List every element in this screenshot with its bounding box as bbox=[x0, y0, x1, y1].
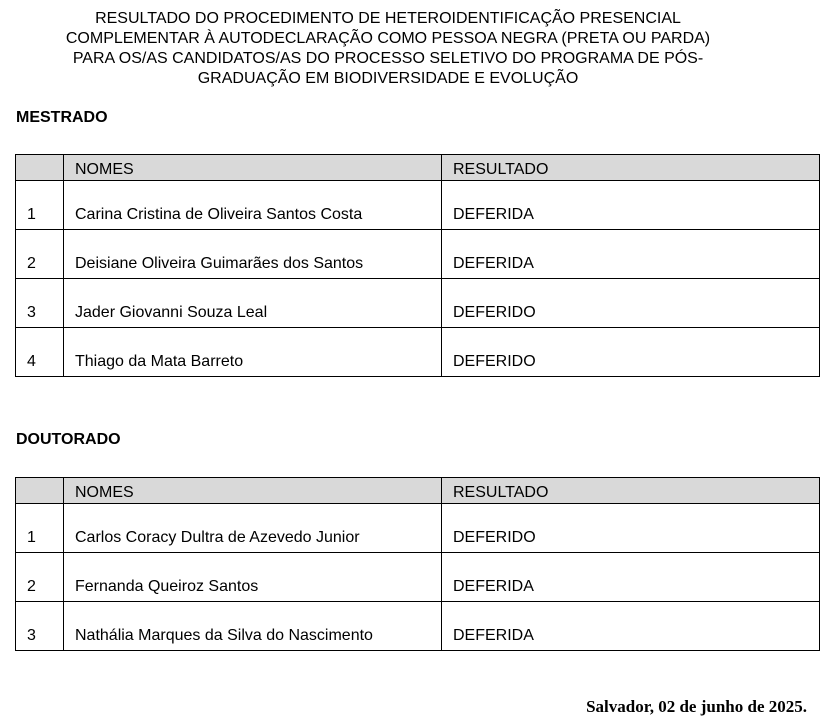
title-line-3: PARA OS/AS CANDIDATOS/AS DO PROCESSO SELETIVO DO PROGRAMA DE PÓS- bbox=[72, 50, 704, 67]
signature-date: Salvador, 02 de junho de 2025. bbox=[586, 697, 807, 716]
table-row bbox=[16, 553, 820, 602]
doutorado-heading: DOUTORADO bbox=[16, 431, 121, 448]
row-result: DEFERIDA bbox=[442, 602, 820, 651]
table-row bbox=[16, 328, 820, 377]
title-line-2: COMPLEMENTAR À AUTODECLARAÇÃO COMO PESSOA NEGRA (PRETA OU PARDA) bbox=[65, 30, 711, 47]
document-title bbox=[0, 9, 776, 89]
row-number: 3 bbox=[16, 602, 64, 651]
row-name: Carina Cristina de Oliveira Santos Costa bbox=[64, 181, 442, 230]
mestrado-heading: MESTRADO bbox=[16, 109, 108, 126]
header-number bbox=[16, 478, 64, 504]
title-line-1: RESULTADO DO PROCEDIMENTO DE HETEROIDENTIFICAÇÃO PRESENCIAL bbox=[95, 10, 681, 27]
row-number: 1 bbox=[16, 181, 64, 230]
row-result: DEFERIDA bbox=[442, 230, 820, 279]
table-row bbox=[16, 504, 820, 553]
row-number: 2 bbox=[16, 230, 64, 279]
row-number: 3 bbox=[16, 279, 64, 328]
table-row bbox=[16, 181, 820, 230]
table-header-row bbox=[16, 155, 820, 181]
header-names: NOMES bbox=[64, 478, 442, 504]
row-name: Carlos Coracy Dultra de Azevedo Junior bbox=[64, 504, 442, 553]
header-names: NOMES bbox=[64, 155, 442, 181]
row-number: 4 bbox=[16, 328, 64, 377]
table-header-row bbox=[16, 478, 820, 504]
row-result: DEFERIDO bbox=[442, 504, 820, 553]
row-result: DEFERIDA bbox=[442, 553, 820, 602]
table-row bbox=[16, 279, 820, 328]
row-name: Jader Giovanni Souza Leal bbox=[64, 279, 442, 328]
row-name: Fernanda Queiroz Santos bbox=[64, 553, 442, 602]
row-result: DEFERIDA bbox=[442, 181, 820, 230]
row-number: 2 bbox=[16, 553, 64, 602]
row-number: 1 bbox=[16, 504, 64, 553]
row-name: Deisiane Oliveira Guimarães dos Santos bbox=[64, 230, 442, 279]
row-result: DEFERIDO bbox=[442, 328, 820, 377]
row-name: Nathália Marques da Silva do Nascimento bbox=[64, 602, 442, 651]
header-result: RESULTADO bbox=[442, 155, 820, 181]
row-result: DEFERIDO bbox=[442, 279, 820, 328]
row-name: Thiago da Mata Barreto bbox=[64, 328, 442, 377]
doutorado-table bbox=[15, 477, 820, 651]
header-result: RESULTADO bbox=[442, 478, 820, 504]
table-row bbox=[16, 230, 820, 279]
mestrado-table bbox=[15, 154, 820, 377]
title-line-4: GRADUAÇÃO EM BIODIVERSIDADE E EVOLUÇÃO bbox=[197, 70, 579, 87]
header-number bbox=[16, 155, 64, 181]
table-row bbox=[16, 602, 820, 651]
